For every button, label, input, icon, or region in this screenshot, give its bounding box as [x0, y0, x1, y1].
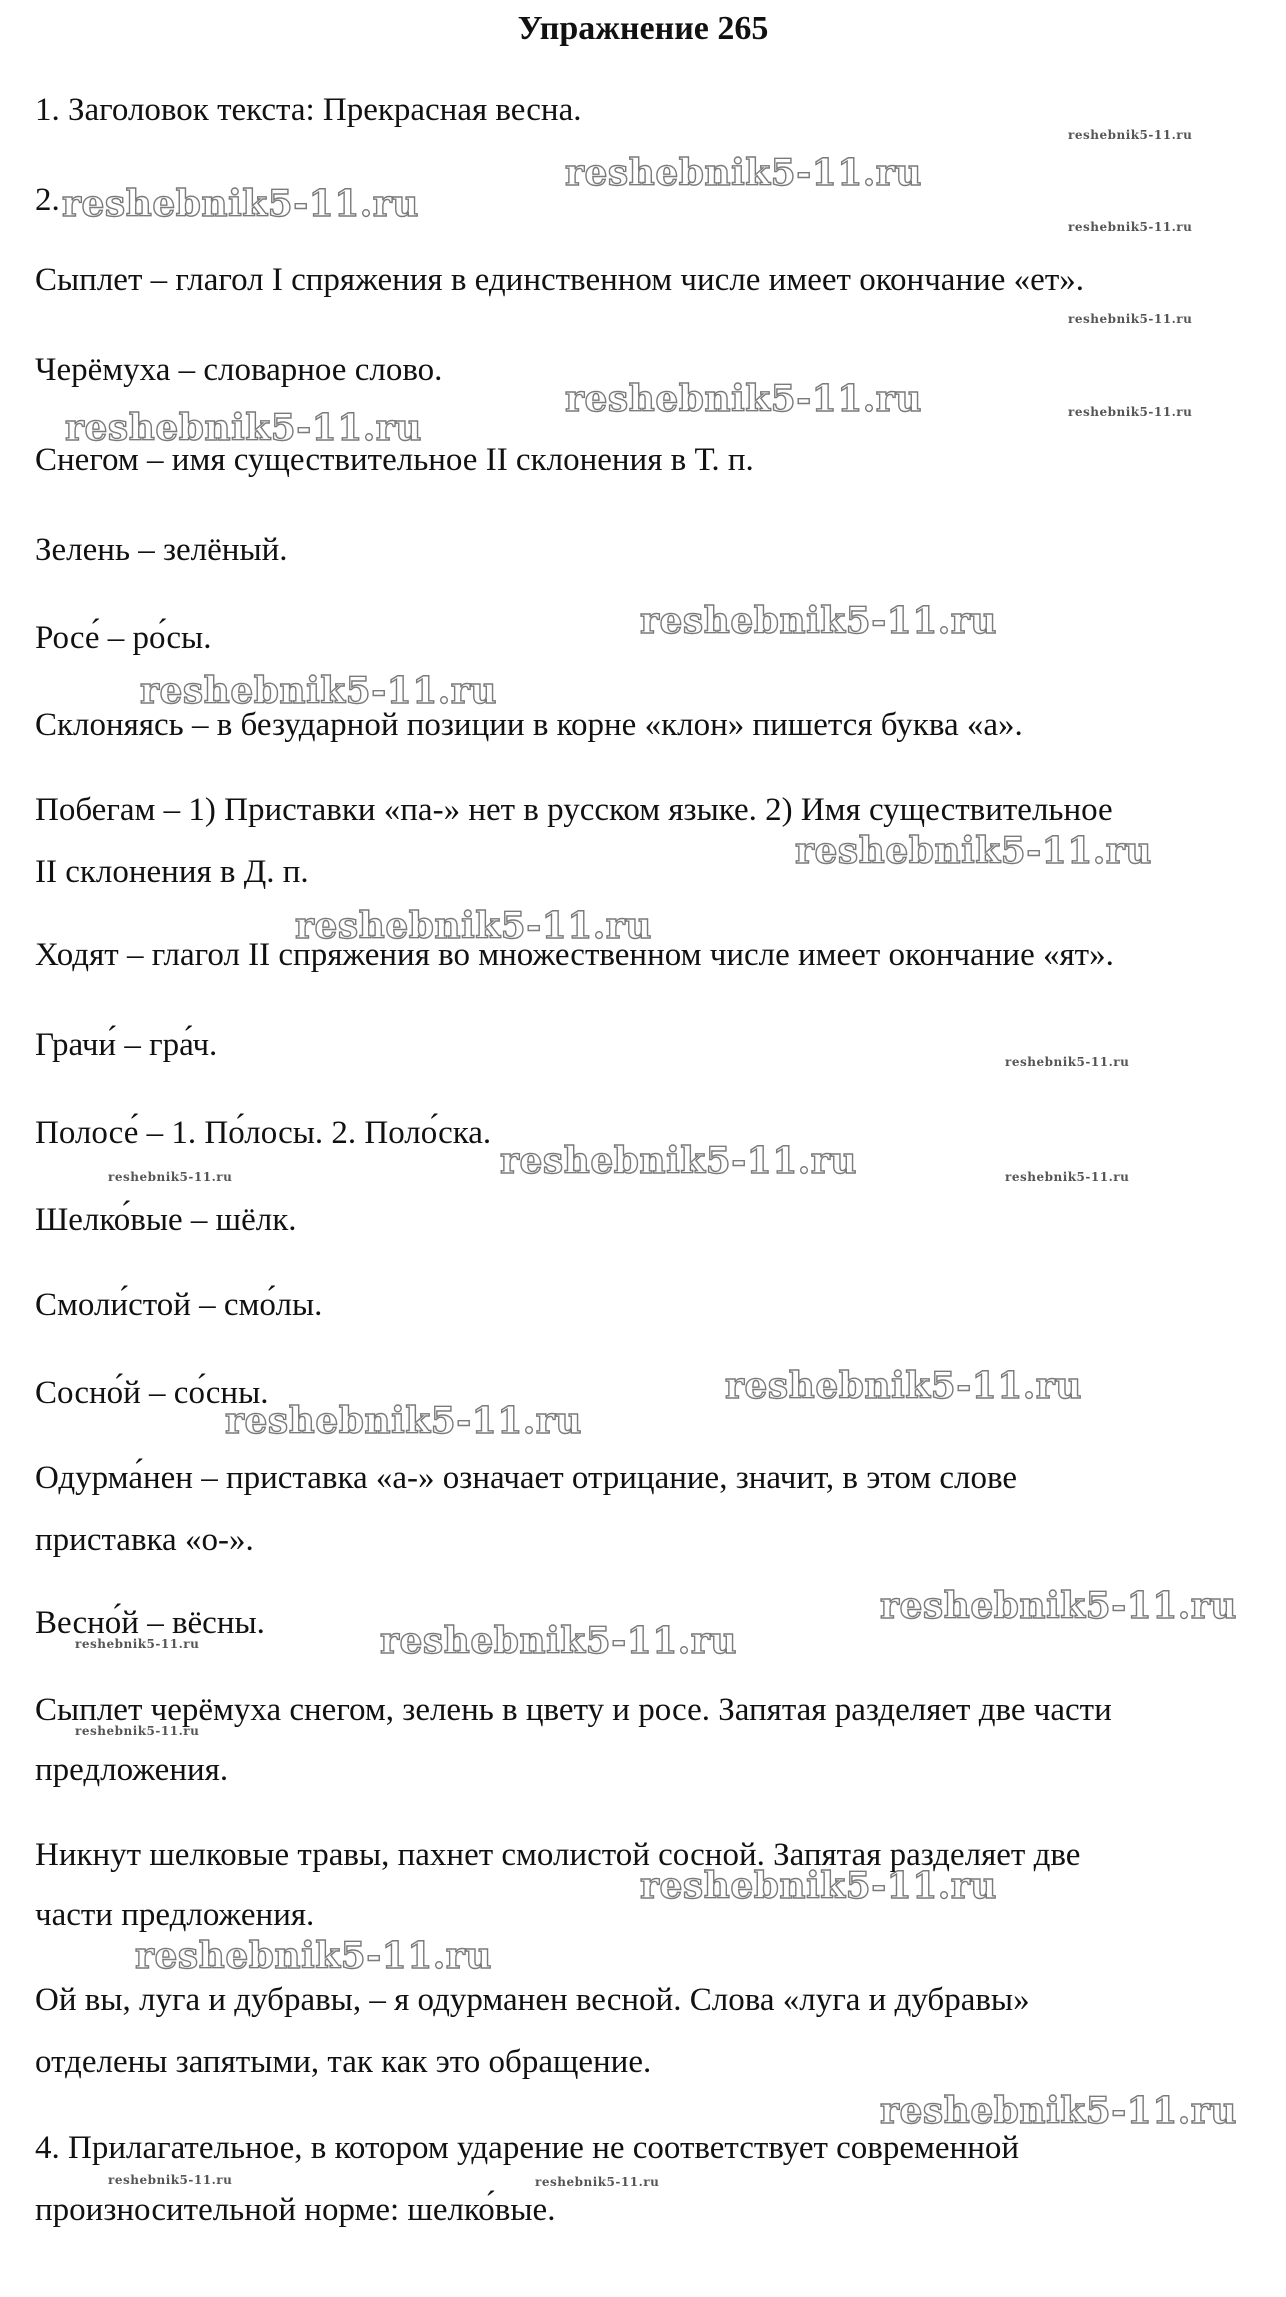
text-line: Никнут шелковые травы, пахнет смолистой сосной. Запятая разделяет две: [35, 1837, 1081, 1873]
text-line: 2.: [35, 182, 60, 218]
watermark: reshebnik5-11.ru: [380, 1620, 737, 1662]
watermark: reshebnik5-11.ru: [880, 1585, 1237, 1627]
text-line: Снегом – имя существительное II склонения в Т. п.: [35, 442, 754, 478]
text-line: части предложения.: [35, 1897, 315, 1933]
page-title: Упражнение 265: [517, 10, 769, 47]
watermark: reshebnik5-11.ru: [225, 1400, 582, 1442]
watermark-small: reshebnik5-11.ru: [75, 1637, 200, 1651]
text-line: Побегам – 1) Приставки «па-» нет в русском языке. 2) Имя существительное: [35, 792, 1113, 828]
watermark: reshebnik5-11.ru: [565, 378, 922, 420]
watermark: reshebnik5-11.ru: [140, 670, 497, 712]
watermark-small: reshebnik5-11.ru: [535, 2175, 660, 2189]
watermark: reshebnik5-11.ru: [795, 830, 1152, 872]
text-line: 1. Заголовок текста: Прекрасная весна.: [35, 92, 582, 128]
watermark-small: reshebnik5-11.ru: [1005, 1055, 1130, 1069]
watermark: reshebnik5-11.ru: [880, 2090, 1237, 2132]
text-line: произносительной норме: шелко́вые.: [35, 2192, 556, 2228]
text-line: Грачи́ – гра́ч.: [35, 1027, 218, 1063]
watermark-small: reshebnik5-11.ru: [108, 2173, 233, 2187]
text-line: отделены запятыми, так как это обращение.: [35, 2044, 652, 2080]
text-line: Зелень – зелёный.: [35, 532, 288, 568]
watermark: reshebnik5-11.ru: [65, 407, 422, 449]
watermark-small: reshebnik5-11.ru: [1068, 128, 1193, 142]
watermark: reshebnik5-11.ru: [135, 1935, 492, 1977]
watermark-small: reshebnik5-11.ru: [108, 1170, 233, 1184]
text-line: II склонения в Д. п.: [35, 854, 309, 890]
text-line: предложения.: [35, 1752, 229, 1788]
text-line: Сосно́й – со́сны.: [35, 1375, 269, 1411]
watermark-small: reshebnik5-11.ru: [1068, 405, 1193, 419]
text-line: Шелко́вые – шёлк.: [35, 1202, 297, 1238]
watermark: reshebnik5-11.ru: [565, 152, 922, 194]
watermark: reshebnik5-11.ru: [725, 1365, 1082, 1407]
text-line: Полосе́ – 1. По́лосы. 2. Поло́ска.: [35, 1115, 492, 1151]
text-line: Смоли́стой – смо́лы.: [35, 1287, 323, 1323]
watermark-small: reshebnik5-11.ru: [75, 1724, 200, 1738]
watermark-small: reshebnik5-11.ru: [1068, 312, 1193, 326]
text-line: Ой вы, луга и дубравы, – я одурманен весной. Слова «луга и дубравы»: [35, 1982, 1030, 2018]
text-line: Сыплет черёмуха снегом, зелень в цвету и росе. Запятая разделяет две части: [35, 1692, 1112, 1728]
watermark-small: reshebnik5-11.ru: [1068, 220, 1193, 234]
text-line: Одурма́нен – приставка «а-» означает отрицание, значит, в этом слове: [35, 1460, 1018, 1496]
watermark: reshebnik5-11.ru: [640, 600, 997, 642]
text-line: приставка «о-».: [35, 1522, 254, 1558]
watermark: reshebnik5-11.ru: [500, 1140, 857, 1182]
text-line: Сыплет – глагол I спряжения в единственном числе имеет окончание «ет».: [35, 262, 1084, 298]
watermark: reshebnik5-11.ru: [295, 905, 652, 947]
watermark: reshebnik5-11.ru: [62, 183, 419, 225]
text-line: Склоняясь – в безударной позиции в корне «клон» пишется буква «а».: [35, 707, 1023, 743]
watermark: reshebnik5-11.ru: [640, 1865, 997, 1907]
text-line: Черёмуха – словарное слово.: [35, 352, 443, 388]
text-line: 4. Прилагательное, в котором ударение не соответствует современной: [35, 2130, 1020, 2166]
text-line: Ходят – глагол II спряжения во множественном числе имеет окончание «ят».: [35, 937, 1114, 973]
text-line: Весно́й – вёсны.: [35, 1605, 265, 1641]
watermark-small: reshebnik5-11.ru: [1005, 1170, 1130, 1184]
text-line: Росе́ – ро́сы.: [35, 620, 212, 656]
